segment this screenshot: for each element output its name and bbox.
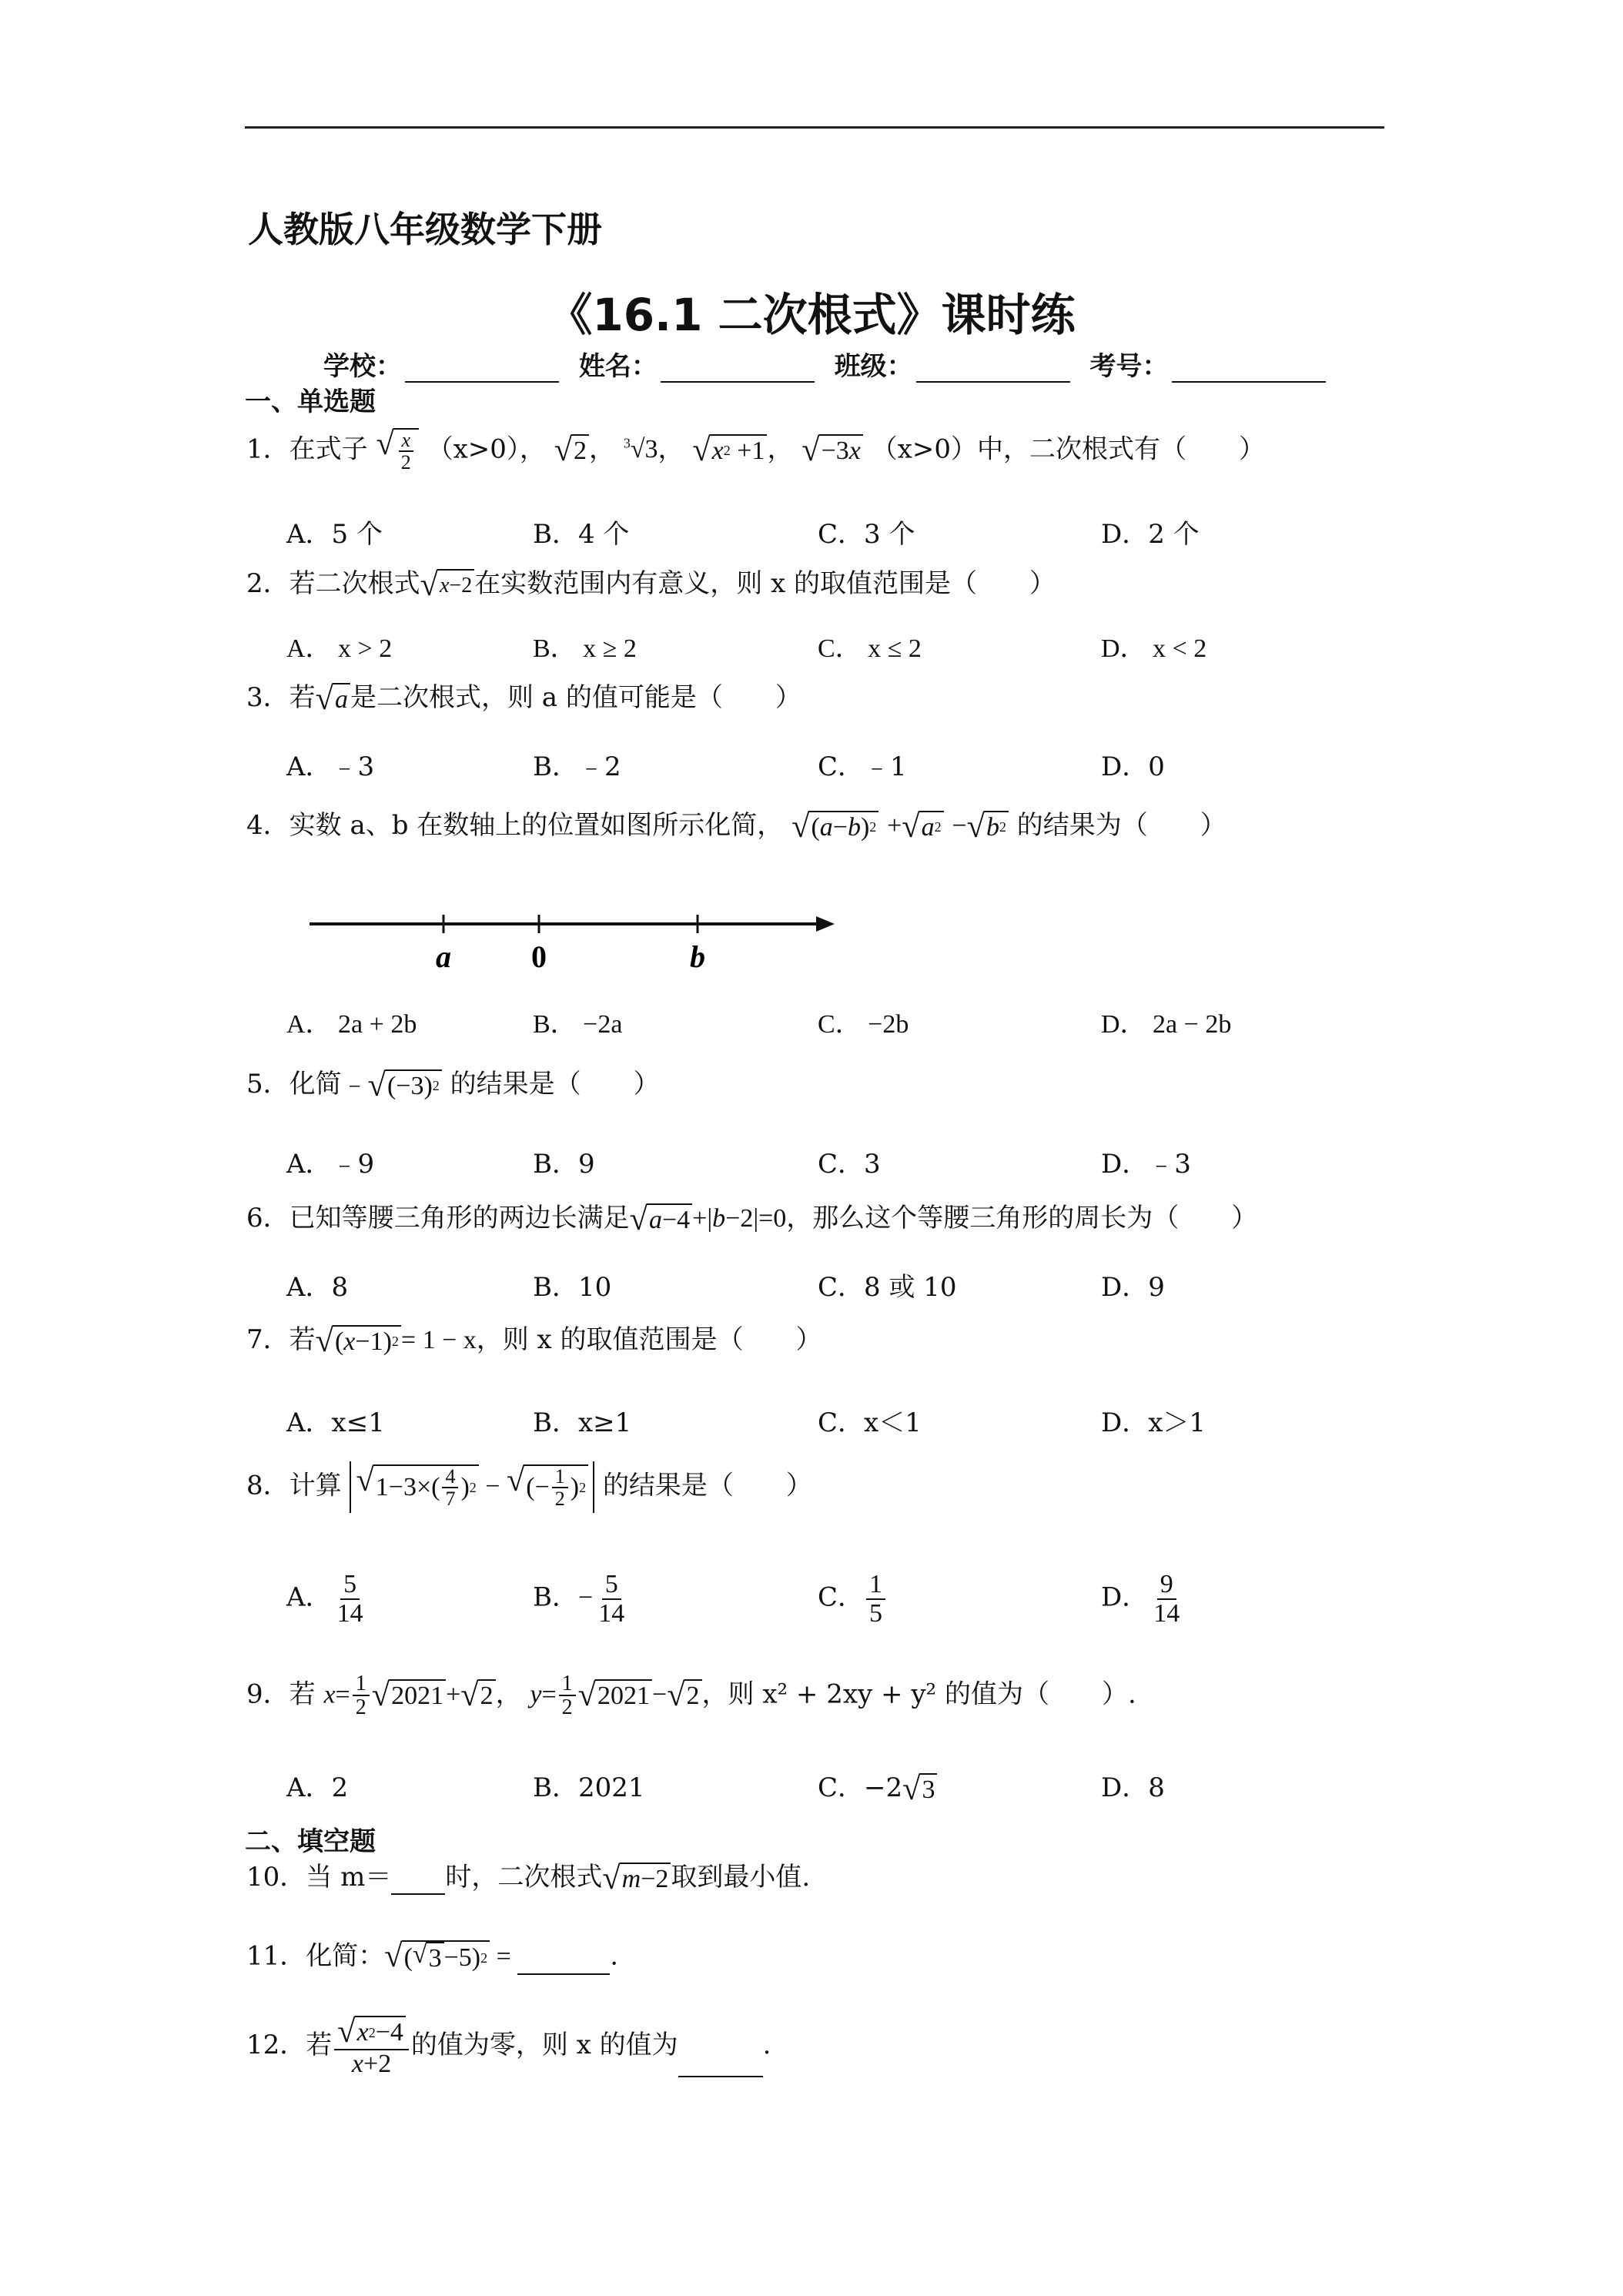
q1-option-b[interactable]: B．4 个 (533, 519, 630, 550)
q2-option-d[interactable]: D． x < 2 (1101, 634, 1207, 663)
q9-option-a[interactable]: A．2 (286, 1772, 349, 1803)
question-3: 3．若 √ a 是二次根式，则 a 的值可能是（ ） (246, 680, 801, 717)
q9-option-b[interactable]: B．2021 (533, 1772, 645, 1803)
q1-option-c[interactable]: C．3 个 (818, 519, 915, 550)
q8-option-d[interactable]: D． $\frac{9}{14}$ (1101, 1570, 1180, 1628)
question-1: 1．在式子 √ $\frac{x}{2}$ （x>0）， √ 2 ， $^3$√3， √ x 2 +1 ， √ −3 x （x>0）中，二次根式有（ ） (246, 426, 1265, 474)
q5-option-b[interactable]: B．9 (533, 1149, 595, 1180)
name-label: 姓名： (578, 351, 658, 382)
question-6: 6．已知等腰三角形的两边长满足 √ a −4 +|b−2|=0，那么这个等腰三角形的周长为（ ） (246, 1200, 1258, 1237)
name-field[interactable] (661, 358, 815, 383)
q6-option-d[interactable]: D．9 (1101, 1272, 1165, 1303)
q2-option-b[interactable]: B． x ≥ 2 (533, 634, 637, 663)
class-field[interactable] (916, 358, 1070, 383)
q2-option-c[interactable]: C． x ≤ 2 (818, 634, 922, 663)
q8-option-a[interactable]: A． $\frac{5}{14}$ (286, 1570, 363, 1628)
q6-option-a[interactable]: A．8 (286, 1272, 349, 1303)
question-4: 4．实数 a、b 在数轴上的位置如图所示化简， √ ( a − b ) 2 + √ a 2 − √ b 2 的结果为（ ） (246, 808, 1226, 845)
q1-option-a[interactable]: A．5 个 (286, 519, 383, 550)
q4-option-a[interactable]: A． 2a + 2b (286, 1010, 417, 1039)
question-5: 5．化简﹣ √ (−3) 2 的结果是（ ） (246, 1066, 660, 1103)
q10-answer-blank[interactable] (391, 1870, 445, 1895)
q4-option-c[interactable]: C． −2b (818, 1010, 909, 1039)
q2-option-a[interactable]: A． x > 2 (286, 634, 393, 663)
number-line-arrow-icon (816, 916, 835, 932)
q6-option-b[interactable]: B．10 (533, 1272, 612, 1303)
q9-option-c[interactable]: C．−2 √ 3 (818, 1766, 937, 1806)
q5-option-d[interactable]: D．﹣3 (1101, 1149, 1191, 1180)
q5-option-a[interactable]: A．﹣9 (286, 1149, 375, 1180)
question-12: 12．若 √ x 2 −4 x+2 的值为零，则 x 的值为 . (246, 2013, 771, 2078)
q3-option-d[interactable]: D．0 (1101, 751, 1165, 782)
student-info-row (323, 345, 1337, 383)
q8-option-c[interactable]: C． $\frac{1}{5}$ (818, 1571, 888, 1627)
axis-label-b: b (690, 939, 705, 974)
number-line-figure (306, 893, 845, 978)
section-single-choice: 一、单选题 (245, 387, 376, 417)
axis-label-a: a (436, 939, 451, 974)
q7-option-c[interactable]: C．x＜1 (818, 1407, 922, 1438)
question-2: 2．若二次根式 √ x −2 在实数范围内有意义，则 x 的取值范围是（ ） (246, 566, 1056, 603)
axis-label-0: 0 (531, 939, 547, 974)
q5-option-c[interactable]: C．3 (818, 1149, 881, 1180)
question-10: 10．当 m＝ 时，二次根式 √ m −2 取到最小值. (246, 1859, 811, 1896)
class-label: 班级： (834, 351, 913, 382)
q9-option-d[interactable]: D．8 (1101, 1772, 1165, 1803)
q7-option-d[interactable]: D．x＞1 (1101, 1407, 1206, 1438)
exam-number-label: 考号： (1089, 351, 1169, 382)
school-field[interactable] (405, 358, 559, 383)
q4-option-d[interactable]: D． 2a − 2b (1101, 1010, 1232, 1039)
question-8: 8．计算 √ 1−3×( $\frac{4}{7}$ ) 2 − √ (− $\frac{1}{2}$ ) 2 的结果是（ ） (246, 1461, 812, 1513)
sqrt-expr: √ $\frac{x}{2}$ (376, 428, 418, 474)
q4-option-b[interactable]: B． −2a (533, 1010, 623, 1039)
q3-option-b[interactable]: B．﹣2 (533, 751, 621, 782)
page-title: 《16.1 二次根式》课时练 (547, 289, 1076, 341)
q8-option-b[interactable]: B．− $\frac{5}{14}$ (533, 1570, 625, 1628)
cube-root-expr: $^3$√3 (623, 435, 658, 464)
school-label: 学校： (323, 351, 402, 382)
publisher-heading: 人教版八年级数学下册 (248, 209, 602, 250)
q12-answer-blank[interactable] (678, 2053, 763, 2077)
q6-option-c[interactable]: C．8 或 10 (818, 1272, 957, 1303)
q7-option-a[interactable]: A．x≤1 (286, 1407, 385, 1438)
question-7: 7．若 √ ( x −1) 2 = 1 − x，则 x 的取值范围是（ ） (246, 1322, 822, 1359)
q11-answer-blank[interactable] (517, 1950, 610, 1975)
q3-option-a[interactable]: A．﹣3 (286, 751, 375, 782)
q7-option-b[interactable]: B．x≥1 (533, 1407, 632, 1438)
question-11: 11．化简： √ ( √ 3 −5) 2 = . (246, 1938, 619, 1974)
top-rule (245, 126, 1384, 129)
question-9: 9．若 x= $\frac{1}{2}$ √ 2021 + √ 2 ， y= $\frac{1}{2}$ √ 2021 − √ 2 ，则 x² + 2xy + y² 的值为（ ）. (246, 1672, 1136, 1720)
section-fill-blank: 二、填空题 (245, 1826, 376, 1857)
q1-option-d[interactable]: D．2 个 (1101, 519, 1200, 550)
exam-number-field[interactable] (1172, 358, 1326, 383)
q3-option-c[interactable]: C．﹣1 (818, 751, 907, 782)
